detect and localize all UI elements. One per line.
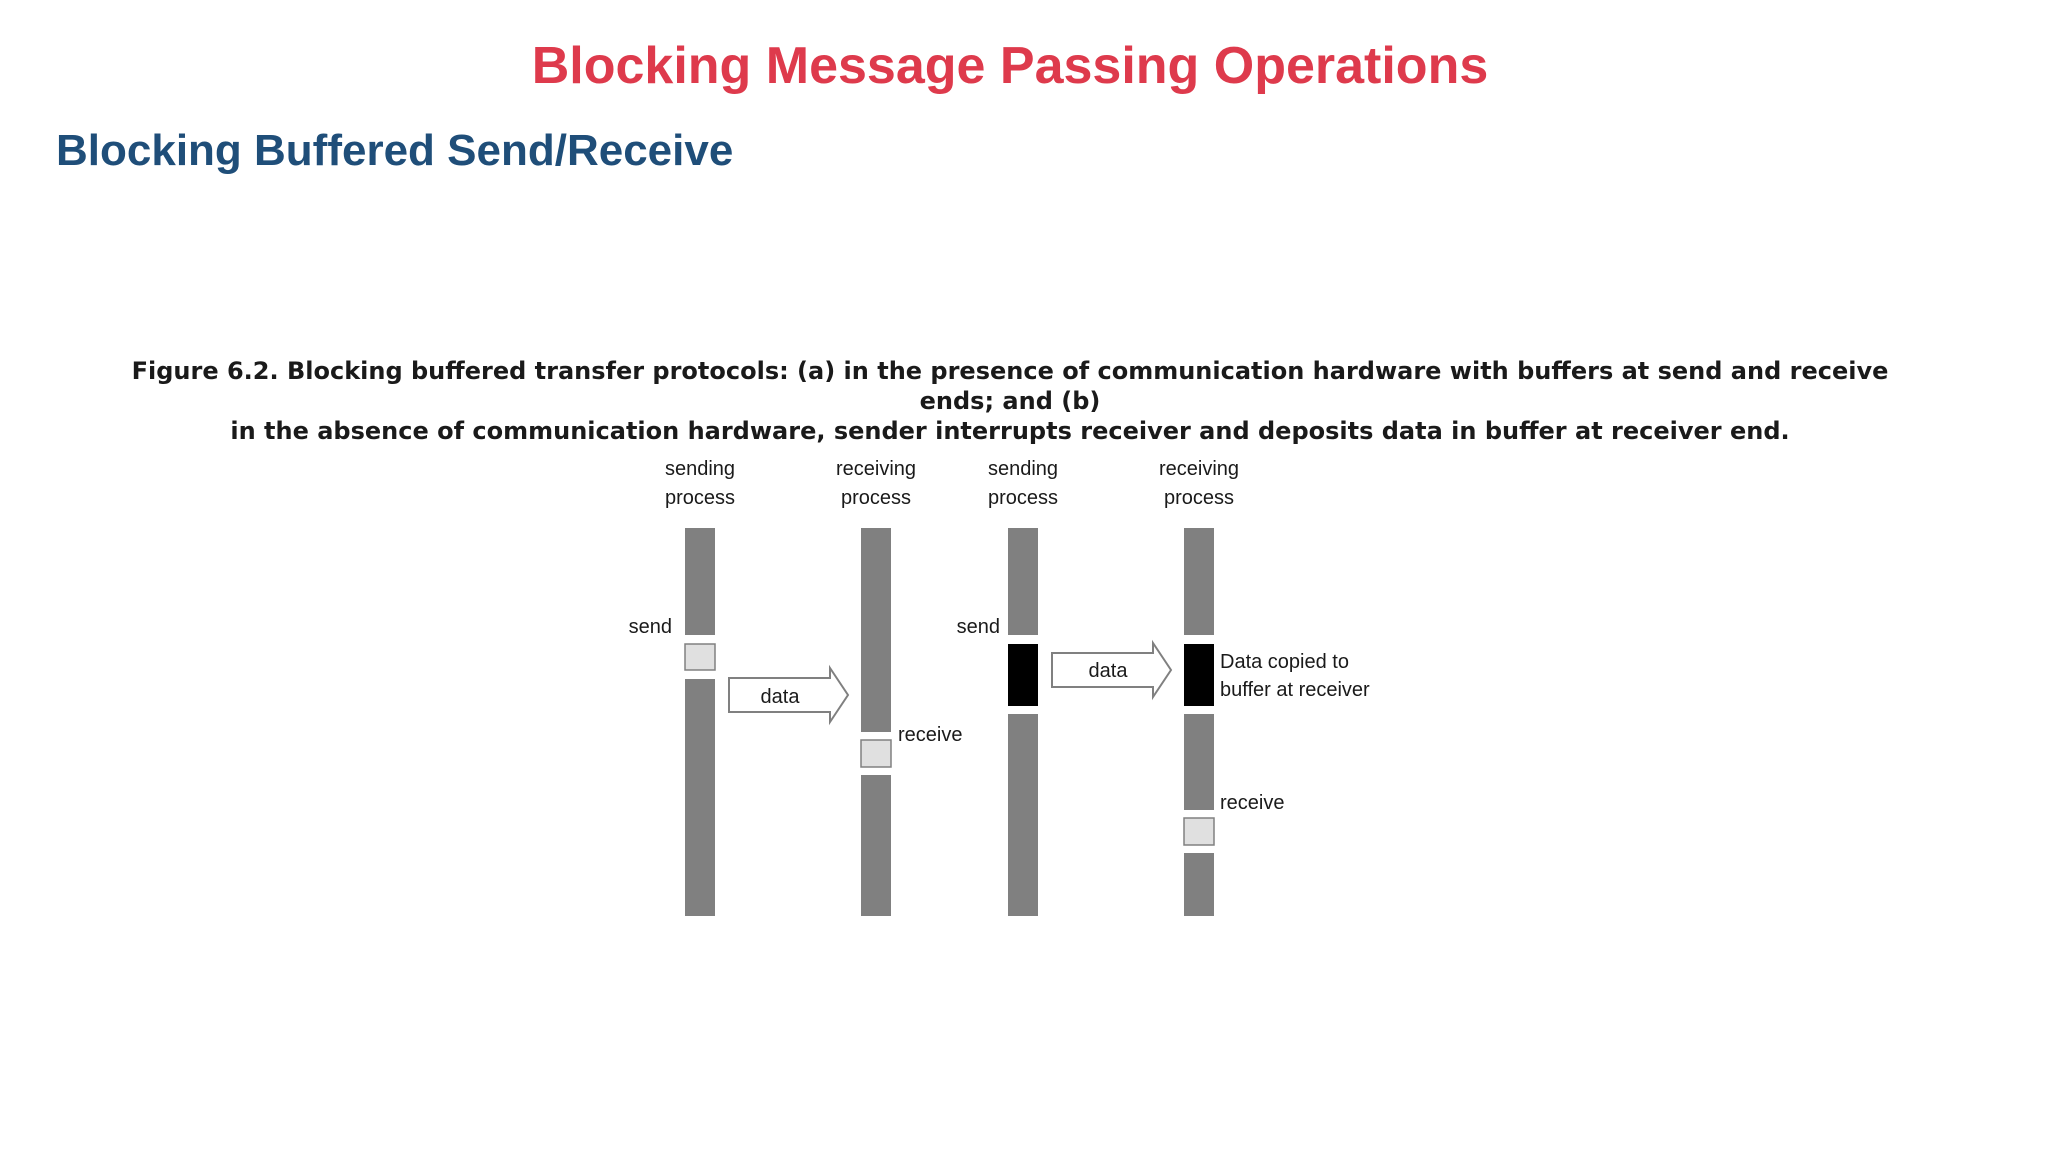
panel-b-note-line-1: Data copied to [1220, 651, 1349, 673]
panel-a-sender-label-1: sending [664, 458, 736, 480]
panel-b-sender-bar-bottom [1008, 714, 1038, 916]
panel-a-receiver-bar-bottom [861, 775, 891, 916]
panel-a-sender-bar-top [685, 528, 715, 635]
panel-a-receiver-label-2: process [840, 487, 912, 509]
panel-b-receiver-idle-block [1184, 818, 1214, 845]
panel-b-sender-bar-top [1008, 528, 1038, 635]
panel-b-receive-label: receive [1220, 792, 1285, 814]
panel-a-data-label: data [760, 686, 800, 708]
panel-b-send-label: send [956, 616, 1000, 638]
panel-a-sender-bar-bottom [685, 679, 715, 916]
panel-a-sender-label-2: process [664, 487, 736, 509]
panel-a-send-label: send [628, 616, 672, 638]
figure-caption-line-2: in the absence of communication hardware, sender interrupts receiver and deposits data in buffer at receiver end. [230, 417, 1790, 445]
panel-a-receive-label: receive [898, 724, 963, 746]
panel-a-receiver-label-1: receiving [835, 458, 917, 480]
panel-a-receiver-idle-block [861, 740, 891, 767]
panel-b-receiver-copy-block [1184, 644, 1214, 706]
panel-a-receiver-bar-top [861, 528, 891, 732]
panel-b-sender-label-1: sending [987, 458, 1059, 480]
panel-a-sender-idle-block [685, 644, 715, 670]
slide-title: Blocking Message Passing Operations [531, 37, 1489, 95]
panel-b-sender-label-2: process [987, 487, 1059, 509]
panel-a [629, 458, 963, 916]
panel-b-receiver-label-1: receiving [1158, 458, 1240, 480]
figure-caption-line-1: Figure 6.2. Blocking buffered transfer protocols: (a) in the presence of communication hardware with buffers at send and receive ends; and (b) [131, 357, 1889, 415]
panel-b-sender-copy-block [1008, 644, 1038, 706]
panel-b-receiver-label-2: process [1163, 487, 1235, 509]
slide-subtitle: Blocking Buffered Send/Receive [56, 126, 734, 175]
panel-b-receiver-bar-bottom [1184, 853, 1214, 916]
panel-b-receiver-bar-top [1184, 528, 1214, 635]
panel-b-data-label: data [1088, 660, 1128, 682]
panel-b-note-line-2: buffer at receiver [1220, 679, 1370, 701]
panel-b-receiver-bar-middle [1184, 714, 1214, 810]
panel-b [957, 458, 1370, 916]
